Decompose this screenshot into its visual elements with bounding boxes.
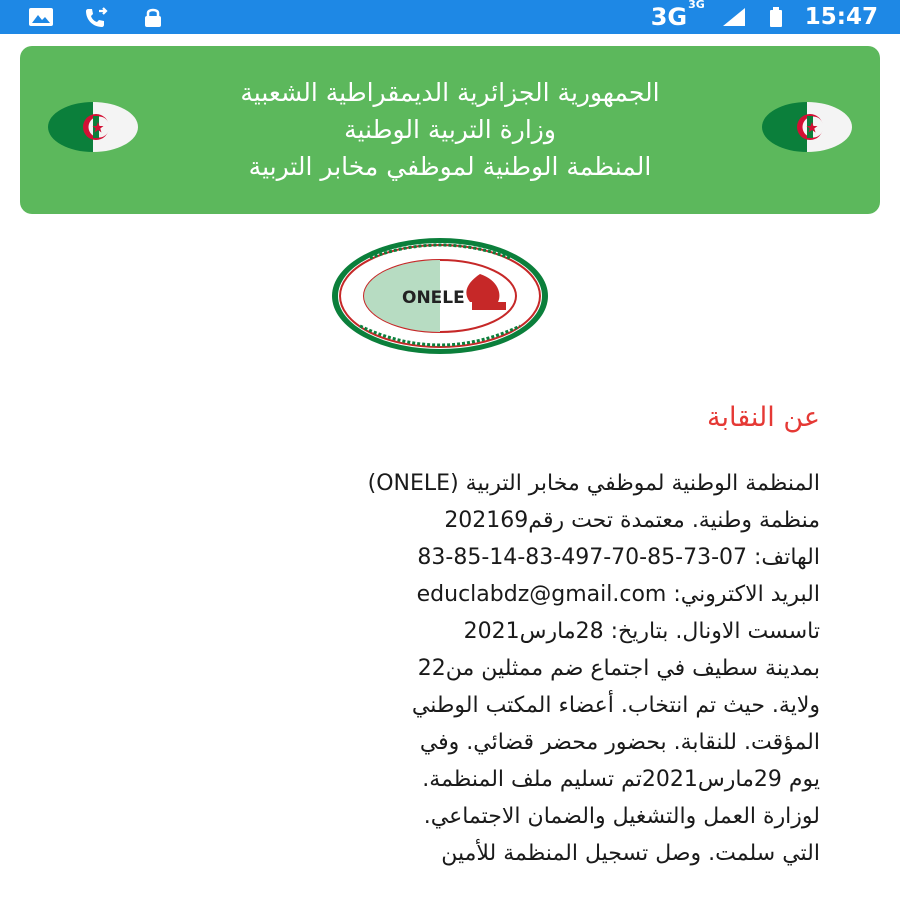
notification-icons — [28, 0, 166, 34]
lock-icon — [140, 6, 166, 28]
onele-logo-icon — [330, 236, 550, 356]
status-clock: 15:47 — [804, 4, 878, 30]
header-line-ministry: وزارة التربية الوطنية — [344, 115, 556, 144]
image-icon — [28, 6, 54, 28]
about-line: ولاية. حيث تم انتخاب. أعضاء المكتب الوطني — [411, 693, 820, 718]
header-title-block — [140, 74, 760, 185]
algeria-flag-icon — [762, 102, 852, 152]
about-line: بمدينة سطيف في اجتماع ضم ممثلين من22 — [417, 656, 820, 681]
system-indicators — [651, 0, 878, 34]
header-line-organization: المنظمة الوطنية لموظفي مخابر التربية — [248, 152, 652, 181]
about-line: المؤقت. للنقابة. بحضور محضر قضائي. وفي — [419, 730, 820, 755]
about-line: تاسست الاونال. بتاريخ: 28مارس2021 — [463, 619, 820, 644]
about-line: المنظمة الوطنية لموظفي مخابر التربية (ONELE) — [367, 471, 820, 496]
signal-icon — [721, 6, 747, 28]
about-line-phone: الهاتف: 07-73-85-70-497-83-14-85-83 — [417, 545, 820, 570]
battery-icon — [763, 6, 789, 28]
about-line: منظمة وطنية. معتمدة تحت رقم202169 — [444, 508, 820, 533]
about-line: التي سلمت. وصل تسجيل المنظمة للأمين — [441, 841, 820, 866]
status-bar — [0, 0, 900, 34]
header-line-republic: الجمهورية الجزائرية الديمقراطية الشعبية — [240, 78, 660, 107]
about-section-title: عن النقابة — [707, 402, 820, 433]
logo-text: ONELE — [402, 288, 465, 308]
about-body — [60, 465, 820, 872]
about-line-email: البريد الاكتروني: educlabdz@gmail.com — [416, 582, 820, 607]
network-type: $3G^{3G}$ — [650, 0, 705, 31]
about-line: يوم 29مارس2021تم تسليم ملف المنظمة. — [422, 767, 820, 792]
call-forward-icon — [84, 6, 110, 28]
algeria-flag-icon — [48, 102, 138, 152]
header-banner — [20, 46, 880, 214]
about-line: لوزارة العمل والتشغيل والضمان الاجتماعي. — [423, 804, 820, 829]
